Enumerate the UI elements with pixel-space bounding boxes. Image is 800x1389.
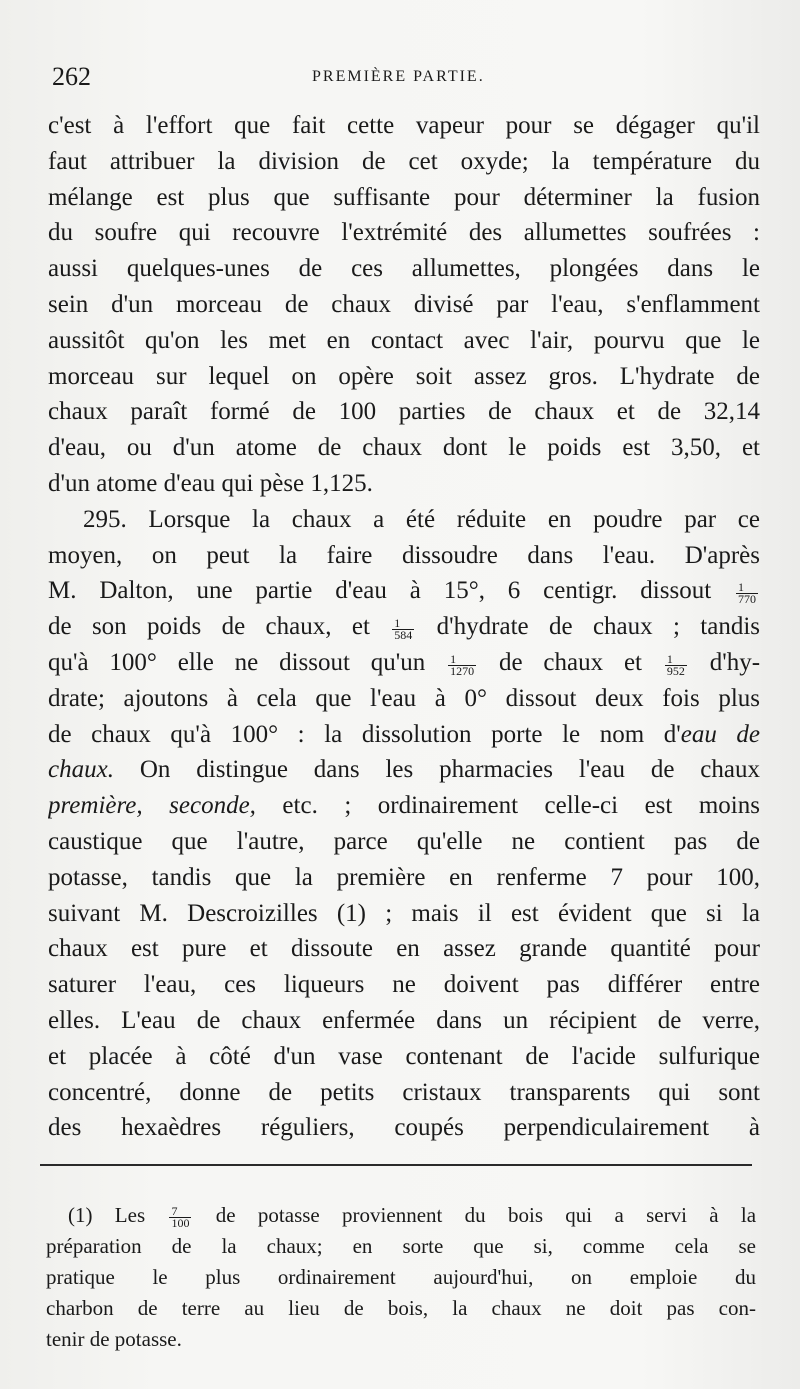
fraction-numerator: 1 bbox=[392, 618, 414, 630]
text-line: concentré, donne de petits cristaux transparents qui sont bbox=[48, 1078, 760, 1106]
fraction-denominator: 100 bbox=[171, 1216, 190, 1230]
fraction-numerator: 1 bbox=[448, 654, 476, 666]
text-line: caustique que l'autre, parce qu'elle ne contient pas de bbox=[48, 827, 760, 855]
text-line: moyen, on peut la faire dissoudre dans l'eau. D'après bbox=[48, 541, 760, 569]
main-text bbox=[48, 108, 760, 1146]
text-line: faut attribuer la division de cet oxyde; la température du bbox=[48, 147, 760, 175]
text-line: d'un atome d'eau qui pèse 1,125. bbox=[48, 469, 373, 497]
text-segment: de potasse proviennent du bois qui a servi à la bbox=[215, 1203, 756, 1227]
text-line: saturer l'eau, ces liqueurs ne doivent pas différer entre bbox=[48, 971, 760, 999]
fraction-denominator: 952 bbox=[666, 663, 685, 678]
fraction-denominator: 1270 bbox=[450, 663, 475, 678]
text-line: morceau sur lequel on opère soit assez gros. L'hydrate de bbox=[48, 362, 760, 390]
text-segment: de chaux et bbox=[499, 648, 642, 676]
text-line bbox=[48, 609, 760, 645]
text-segment: etc. ; ordinairement celle-ci est moins bbox=[255, 792, 760, 820]
text-line: aussitôt qu'on les met en contact avec l'air, pourvu que le bbox=[48, 326, 760, 354]
footnote-line bbox=[46, 1200, 756, 1231]
text-line: elles. L'eau de chaux enfermée dans un récipient de verre, bbox=[48, 1006, 760, 1034]
text-line: potasse, tandis que la première en renferme 7 pour 100, bbox=[48, 863, 760, 891]
text-segment: de chaux qu'à 100° : la dissolution porte le nom d' bbox=[48, 720, 681, 748]
fraction-numerator: 7 bbox=[169, 1206, 191, 1218]
text-segment: (1) Les bbox=[68, 1203, 146, 1227]
text-line: sein d'un morceau de chaux divisé par l'eau, s'enflamment bbox=[48, 290, 760, 318]
text-segment: d'hydrate de chaux ; tandis bbox=[436, 613, 760, 641]
fraction-numerator: 1 bbox=[665, 654, 687, 666]
footnote-line: préparation de la chaux; en sorte que si, comme cela se bbox=[46, 1234, 756, 1258]
italic-term: première, seconde, bbox=[48, 792, 256, 820]
text-line: des hexaèdres réguliers, coupés perpendiculairement à bbox=[48, 1114, 760, 1142]
text-line: aussi quelques-unes de ces allumettes, plongées dans le bbox=[48, 255, 760, 283]
text-line bbox=[48, 717, 760, 753]
text-line: c'est à l'effort que fait cette vapeur pour se dégager qu'il bbox=[48, 112, 760, 139]
page-header bbox=[52, 62, 760, 96]
footnote-line: charbon de terre au lieu de bois, la chaux ne doit pas con- bbox=[46, 1296, 756, 1320]
text-segment: On distingue dans les pharmacies l'eau de chaux bbox=[113, 756, 760, 784]
text-line: du soufre qui recouvre l'extrémité des allumettes soufrées : bbox=[48, 219, 760, 247]
text-line: et placée à côté d'un vase contenant de l'acide sulfurique bbox=[48, 1042, 760, 1070]
fraction bbox=[448, 651, 476, 678]
text-line: mélange est plus que suffisante pour déterminer la fusion bbox=[48, 183, 760, 211]
text-line: suivant M. Descroizilles (1) ; mais il est évident que si la bbox=[48, 899, 760, 927]
text-line bbox=[48, 788, 760, 824]
text-line bbox=[48, 573, 760, 609]
fraction-numerator: 1 bbox=[736, 582, 758, 594]
fraction bbox=[392, 618, 414, 641]
italic-term: eau de bbox=[680, 720, 760, 748]
text-segment: qu'à 100° elle ne dissout qu'un bbox=[48, 648, 426, 676]
text-line: chaux est pure et dissoute en assez grande quantité pour bbox=[48, 935, 760, 963]
text-line: chaux paraît formé de 100 parties de chaux et de 32,14 bbox=[48, 398, 760, 426]
footnote-divider bbox=[40, 1164, 752, 1166]
footnote-line: tenir de potasse. bbox=[46, 1327, 182, 1351]
fraction bbox=[736, 582, 758, 605]
page-number: 262 bbox=[52, 62, 91, 91]
text-segment: d'hy- bbox=[709, 648, 760, 676]
footnote-line: pratique le plus ordinairement aujourd'hui, on emploie du bbox=[46, 1265, 756, 1289]
text-line: d'eau, ou d'un atome de chaux dont le poids est 3,50, et bbox=[48, 434, 760, 462]
text-line: drate; ajoutons à cela que l'eau à 0° dissout deux fois plus bbox=[48, 684, 760, 712]
running-head: PREMIÈRE PARTIE. bbox=[312, 68, 485, 85]
fraction bbox=[169, 1206, 191, 1229]
text-segment: M. Dalton, une partie d'eau à 15°, 6 centigr. dissout bbox=[48, 577, 712, 605]
fraction-denominator: 584 bbox=[394, 628, 413, 643]
fraction-denominator: 770 bbox=[738, 592, 756, 607]
fraction bbox=[665, 651, 687, 678]
footnote bbox=[46, 1200, 756, 1355]
text-segment: de son poids de chaux, et bbox=[48, 613, 370, 641]
paragraph-295-line: 295. Lorsque la chaux a été réduite en poudre par ce bbox=[83, 505, 760, 533]
italic-term: chaux. bbox=[48, 756, 114, 784]
text-line bbox=[48, 645, 760, 681]
text-line bbox=[48, 752, 760, 788]
